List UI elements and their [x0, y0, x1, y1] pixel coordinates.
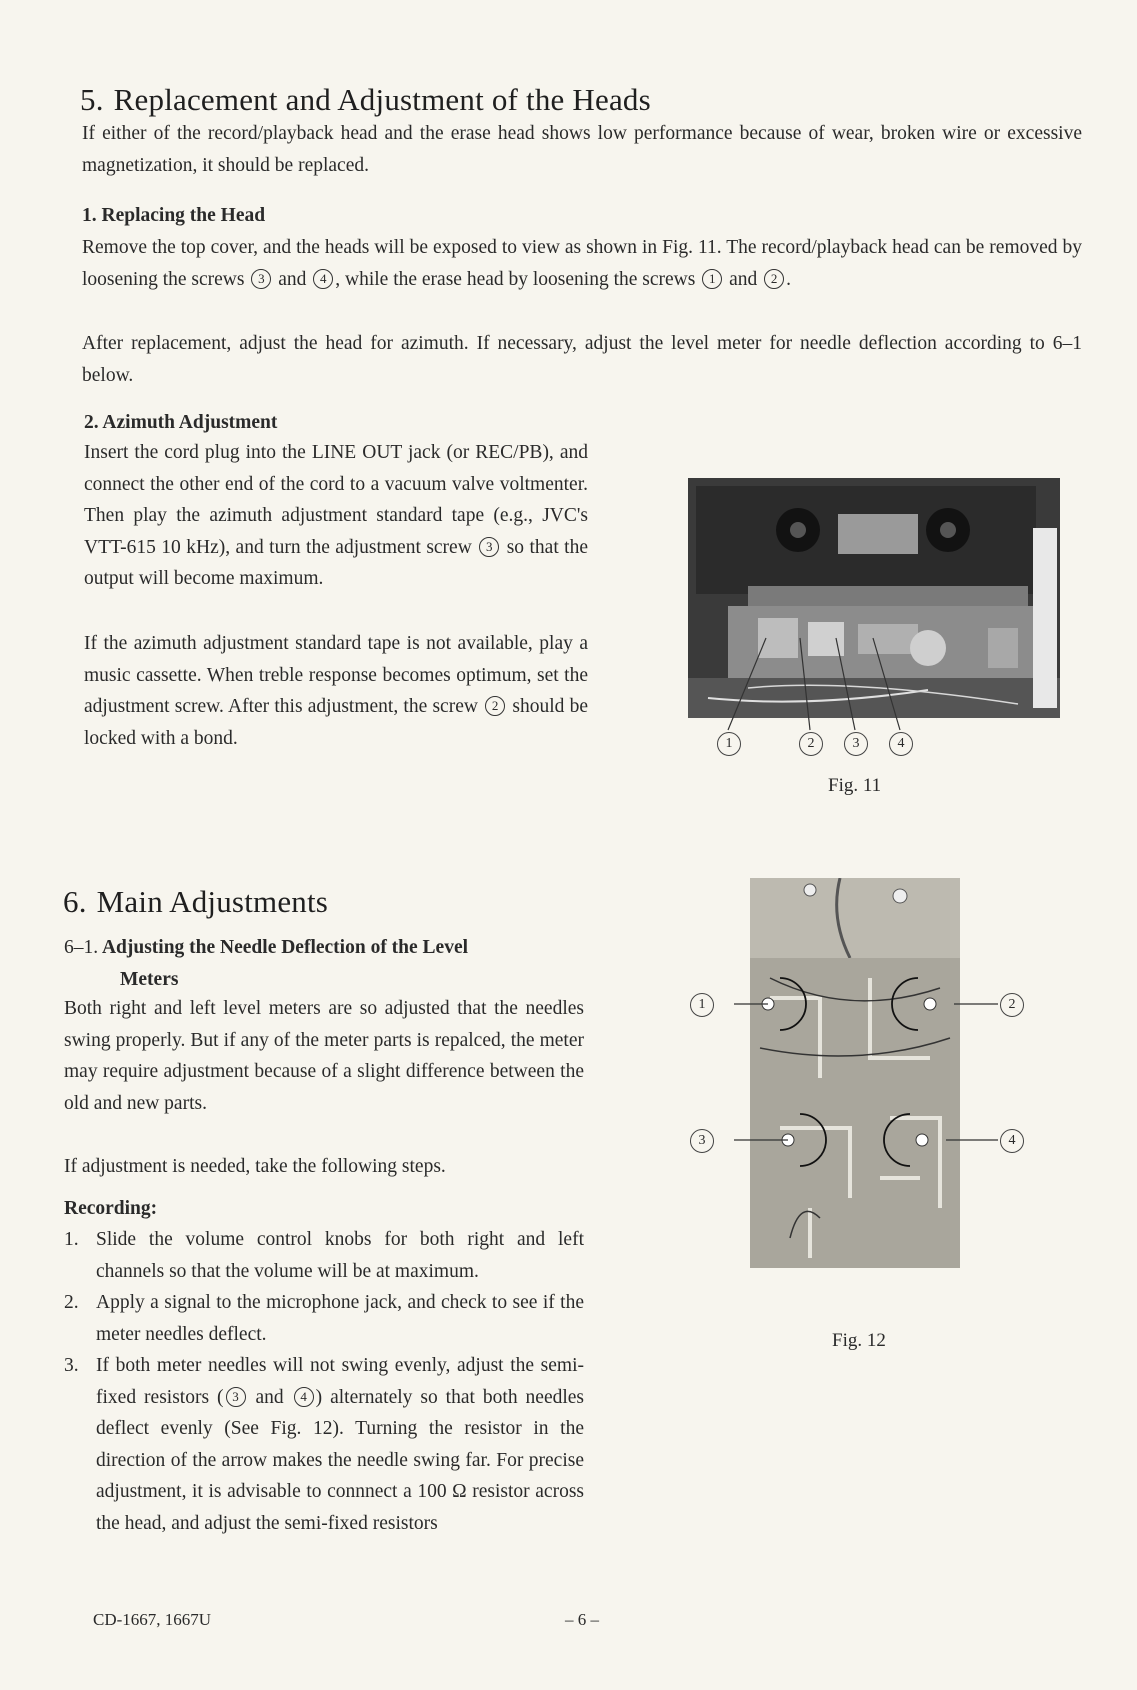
- fig12-label-1: 1: [690, 993, 714, 1017]
- step-text: ) alternately so that both needles deflect evenly (See Fig. 12). Turning the resistor in the direction of the arrow makes the needle swing far. For precise adjustment, it is advisable to connnect a 100 Ω resistor across the head, and adjust the semi-fixed resistors: [96, 1386, 585, 1534]
- marker-3: 3: [479, 537, 499, 557]
- step-text: and: [255, 1386, 284, 1408]
- step-text: Apply a signal to the microphone jack, and check to see if the meter needles deflect.: [96, 1292, 584, 1345]
- section-number: 5.: [80, 82, 104, 117]
- section-6-paragraph-1: Both right and left level meters are so adjusted that the needles swing properly. But if any of the meter parts is repalced, the meter may require adjustment because of a slight difference between the old and new parts.: [64, 998, 584, 1114]
- fig-12-leader-lines: [712, 990, 1032, 1190]
- marker-3: 3: [226, 1387, 246, 1407]
- section-6-title: [63, 884, 328, 920]
- step-number: 3.: [64, 1355, 79, 1376]
- text-run: Insert the cord plug into the LINE OUT jack (or REC/PB), and connect the other end of the cord to a vacuum valve voltmenter. Then play the azimuth adjustment standard tape (e.g., JVC's VTT-615 10 kHz), and turn the adjustment screw: [84, 442, 588, 558]
- marker-4: 4: [313, 269, 333, 289]
- recording-steps: [64, 1224, 584, 1539]
- step-1: [64, 1224, 584, 1287]
- sub-number: 6–1.: [64, 937, 99, 958]
- step-2: [64, 1287, 584, 1350]
- marker-3: 3: [251, 269, 271, 289]
- sub-heading-line-2: Meters: [120, 969, 179, 990]
- text-run: and: [729, 268, 758, 290]
- fig-12-caption: Fig. 12: [832, 1330, 886, 1351]
- text-run: .: [786, 268, 791, 290]
- marker-4: 4: [294, 1387, 314, 1407]
- fig11-label-3: 3: [844, 732, 868, 756]
- replacing-paragraph: [82, 232, 1082, 295]
- fig11-label-2: 2: [799, 732, 823, 756]
- marker-2: 2: [764, 269, 784, 289]
- text-run: , while the erase head by loosening the screws: [335, 268, 696, 290]
- step-number: 2.: [64, 1292, 79, 1313]
- step-3: [64, 1350, 584, 1539]
- fig-11-caption: Fig. 11: [828, 775, 882, 796]
- text-run: so that the output will become maximum.: [84, 536, 589, 589]
- after-replacement-paragraph: After replacement, adjust the head for azimuth. If necessary, adjust the level meter for needle deflection according to 6–1 below.: [82, 333, 1082, 386]
- step-number: 1.: [64, 1229, 79, 1250]
- text-run: If the azimuth adjustment standard tape is not available, play a music cassette. When treble response becomes optimum, set the adjustment screw. After this adjustment, the screw: [84, 633, 588, 717]
- sub-heading-6-1: [64, 932, 584, 996]
- footer-model: CD-1667, 1667U: [93, 1610, 212, 1629]
- azimuth-paragraph-1: [84, 437, 588, 595]
- sub-heading-text: Adjusting the Needle Deflection of the Level: [101, 937, 469, 958]
- text-run: Remove the top cover, and the heads will be exposed to view as shown in Fig. 11. The record/playback head can be removed by loosening the screws: [82, 237, 1082, 290]
- text-run: should be locked with a bond.: [84, 696, 589, 749]
- section-title-text: Replacement and Adjustment of the Heads: [113, 82, 651, 117]
- section-6-paragraph-2: If adjustment is needed, take the following steps.: [64, 1156, 446, 1177]
- step-text: If both meter needles will not swing evenly, adjust the semi-fixed resistors (: [96, 1355, 584, 1408]
- marker-1: 1: [702, 269, 722, 289]
- sub-heading-azimuth: 2. Azimuth Adjustment: [84, 412, 278, 433]
- sub-heading-line-1: [64, 932, 584, 964]
- sub-heading-replacing: 1. Replacing the Head: [82, 205, 266, 226]
- marker-2: 2: [485, 696, 505, 716]
- text-run: and: [278, 268, 307, 290]
- section-title-text: Main Adjustments: [96, 884, 329, 919]
- fig11-label-4: 4: [889, 732, 913, 756]
- fig12-label-2: 2: [1000, 993, 1024, 1017]
- section-5-intro: If either of the record/playback head and the erase head shows low performance because of wear, broken wire or excessive magnetization, it should be replaced.: [82, 123, 1082, 176]
- section-5-title: [80, 82, 651, 118]
- page-number: – 6 –: [565, 1610, 599, 1629]
- step-text: Slide the volume control knobs for both right and left channels so that the volume will be at maximum.: [96, 1229, 584, 1282]
- fig11-label-1: 1: [717, 732, 741, 756]
- azimuth-paragraph-2: [84, 628, 588, 754]
- recording-heading: Recording:: [64, 1198, 158, 1219]
- section-number: 6.: [63, 884, 87, 919]
- fig12-label-3: 3: [690, 1129, 714, 1153]
- fig12-label-4: 4: [1000, 1129, 1024, 1153]
